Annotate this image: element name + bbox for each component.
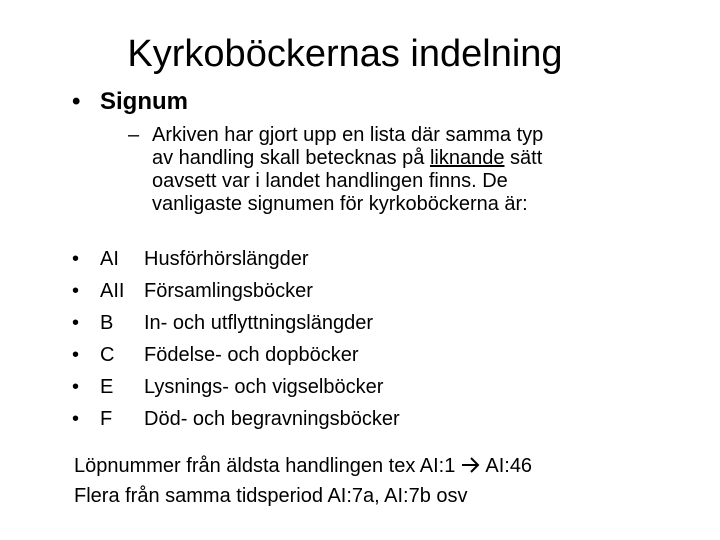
description-text: sätt <box>510 147 543 169</box>
underlined-word: liknande <box>429 147 505 169</box>
signum-code-label: Död- och begravningsböcker <box>144 408 400 430</box>
signum-code-label: Församlingsböcker <box>144 280 313 302</box>
sub-bullet-dash: – <box>128 124 140 146</box>
signum-code-label: Husförhörslängder <box>144 248 309 270</box>
footer-line-numbering <box>74 454 532 480</box>
right-arrow-icon <box>461 456 481 480</box>
slide-title: Kyrkoböckernas indelning <box>127 33 563 75</box>
signum-code: AII <box>100 280 125 302</box>
description-text: av handling skall betecknas på <box>152 147 425 169</box>
description-line: vanligaste signumen för kyrkoböckerna är: <box>152 193 528 215</box>
bullet-dot: • <box>72 376 80 398</box>
description-line: oavsett var i landet handlingen finns. De <box>152 170 508 192</box>
bullet-dot: • <box>72 88 81 115</box>
description-line <box>152 147 542 170</box>
signum-code: B <box>100 312 114 334</box>
signum-code-label: Födelse- och dopböcker <box>144 344 359 366</box>
signum-code: E <box>100 376 114 398</box>
signum-code-label: Lysnings- och vigselböcker <box>144 376 384 398</box>
signum-heading <box>72 88 188 116</box>
bullet-dot: • <box>72 280 80 302</box>
signum-code: F <box>100 408 113 430</box>
bullet-dot: • <box>72 344 80 366</box>
footer-text: Löpnummer från äldsta handlingen tex AI:1 <box>74 455 456 477</box>
bullet-dot: • <box>72 408 80 430</box>
signum-code: AI <box>100 248 119 270</box>
signum-code-label: In- och utflyttningslängder <box>144 312 374 334</box>
bullet-dot: • <box>72 312 80 334</box>
footer-line-period: Flera från samma tidsperiod AI:7a, AI:7b osv <box>74 485 468 507</box>
signum-heading-text: Signum <box>100 88 188 115</box>
signum-code: C <box>100 344 115 366</box>
footer-text: AI:46 <box>485 455 533 477</box>
description-line: Arkiven har gjort upp en lista där samma typ <box>152 124 544 146</box>
bullet-dot: • <box>72 248 80 270</box>
